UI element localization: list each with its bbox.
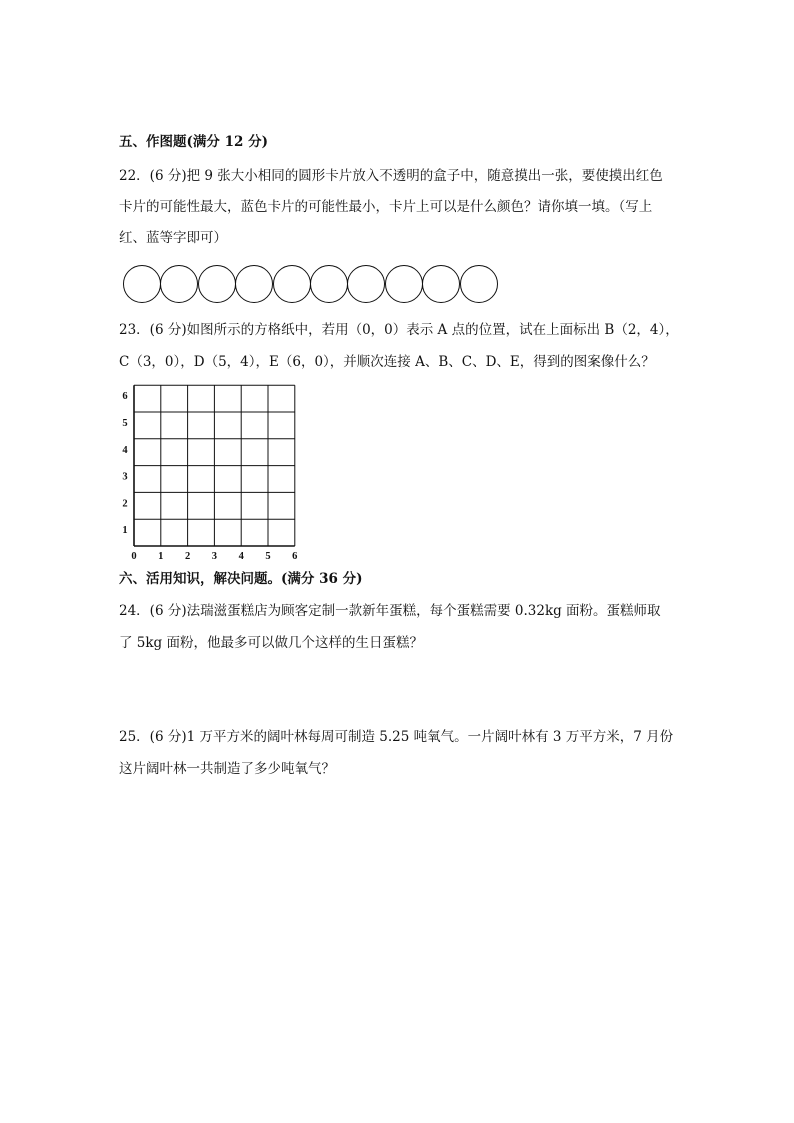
coordinate-grid[interactable] — [112, 378, 312, 563]
q25-line1: 25．(6 分)1 万平方米的阔叶林每周可制造 5.25 吨氧气。一片阔叶林有 3 万平方米，7 月份 — [119, 729, 674, 745]
answer-circle[interactable] — [347, 265, 385, 303]
answer-circle[interactable] — [273, 265, 311, 303]
x-axis-label: 2 — [184, 551, 191, 562]
q24-line2: 了 5kg 面粉，他最多可以做几个这样的生日蛋糕？ — [119, 635, 423, 651]
answer-circle[interactable] — [460, 265, 498, 303]
answer-circle[interactable] — [123, 265, 161, 303]
q23-line1: 23．(6 分)如图所示的方格纸中，若用（0，0）表示 A 点的位置，试在上面标出 B（2，4）， — [119, 322, 679, 338]
q22-line3: 红、蓝等字即可） — [119, 230, 227, 246]
q25-line2: 这片阔叶林一共制造了多少吨氧气？ — [119, 761, 335, 777]
x-axis-label: 1 — [158, 551, 164, 562]
y-axis-label: 4 — [122, 444, 128, 456]
y-axis-label: 3 — [122, 471, 128, 483]
answer-circle[interactable] — [198, 265, 236, 303]
y-axis-label: 1 — [122, 525, 128, 537]
answer-circles-row — [123, 265, 497, 305]
section6-title: 六、活用知识，解决问题。(满分 36 分) — [119, 571, 363, 587]
q22-line1: 22．(6 分)把 9 张大小相同的圆形卡片放入不透明的盒子中，随意摸出一张，要使摸出红色 — [119, 168, 663, 184]
answer-circle[interactable] — [310, 265, 348, 303]
x-axis-label: 0 — [131, 551, 137, 562]
answer-circle[interactable] — [235, 265, 273, 303]
x-axis-label: 5 — [265, 551, 271, 562]
answer-circle[interactable] — [160, 265, 198, 303]
q22-line2: 卡片的可能性最大，蓝色卡片的可能性最小，卡片上可以是什么颜色？请你填一填。（写上 — [119, 199, 653, 215]
answer-circle[interactable] — [385, 265, 423, 303]
x-axis-label: 3 — [211, 551, 218, 562]
y-axis-label: 6 — [122, 391, 128, 403]
x-axis-label: 6 — [292, 551, 298, 562]
y-axis-label: 5 — [122, 418, 128, 429]
answer-circle[interactable] — [422, 265, 460, 303]
y-axis-label: 2 — [122, 498, 128, 510]
q23-line2: C（3，0），D（5，4），E（6，0），并顺次连接 A、B、C、D、E，得到的图案像什么？ — [119, 354, 655, 370]
section5-title: 五、作图题(满分 12 分) — [119, 134, 268, 150]
x-axis-label: 4 — [238, 551, 244, 562]
q24-line1: 24．(6 分)法瑞滋蛋糕店为顾客定制一款新年蛋糕，每个蛋糕需要 0.32kg 面粉。蛋糕师取 — [119, 603, 661, 619]
